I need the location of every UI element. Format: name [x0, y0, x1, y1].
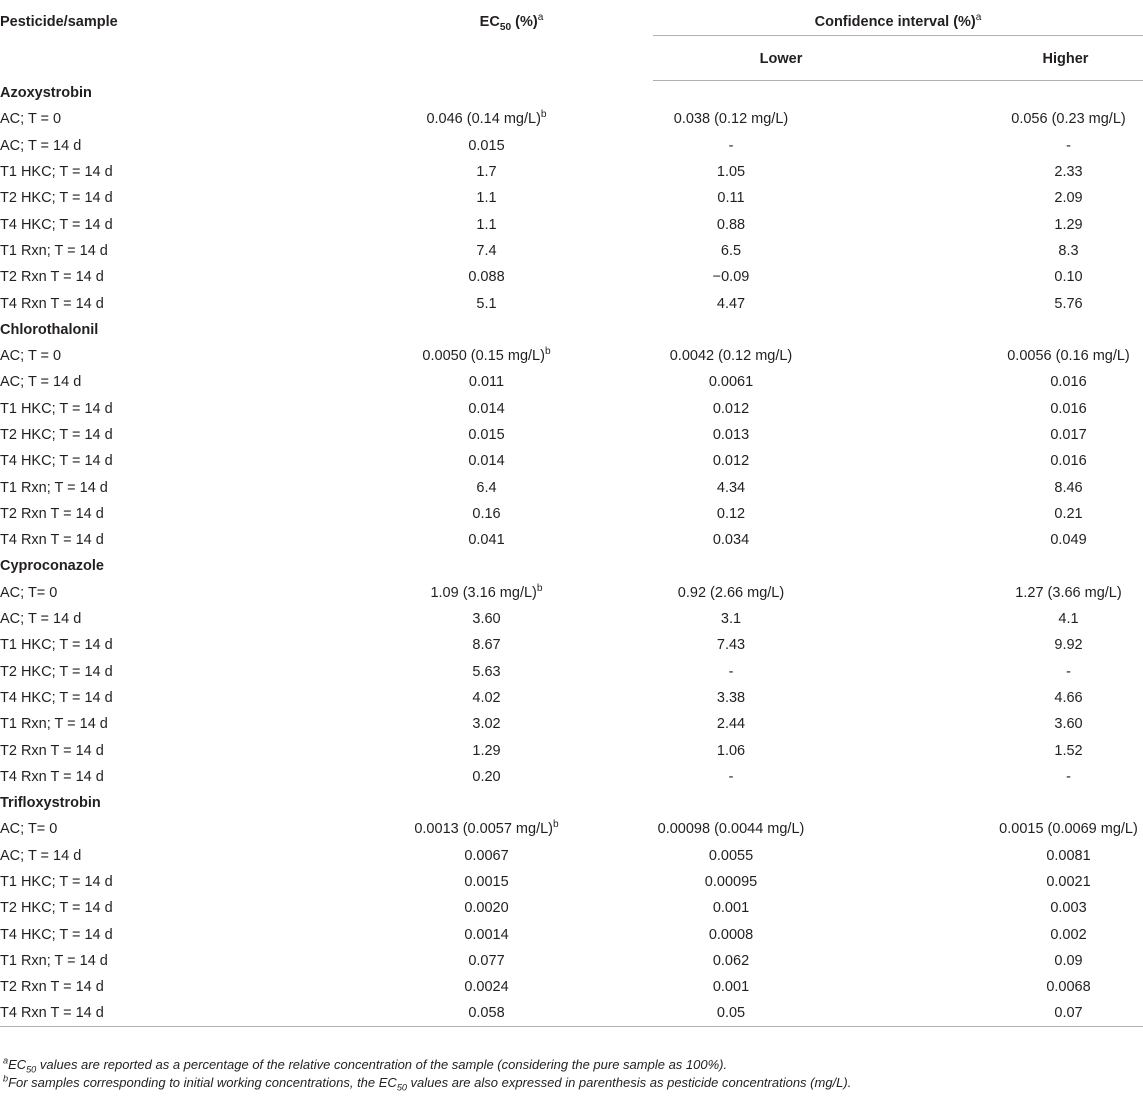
footnote-b: $^b$For samples corresponding to initial working concentrations, the $EC_{50}$ values are also expressed in parenthesis as pesticide concentrations (mg/L). — [3, 1073, 852, 1093]
ec50-cell — [320, 159, 653, 185]
ec50-cell — [320, 106, 653, 132]
lower-cell: 0.001 — [712, 979, 750, 996]
sample-cell: T4 Rxn T = 14 d — [0, 295, 104, 312]
higher-cell — [809, 369, 1143, 395]
sample-cell: T1 Rxn; T = 14 d — [0, 716, 108, 733]
section-row — [0, 790, 1143, 816]
table-row — [0, 895, 1143, 921]
higher-cell — [809, 343, 1143, 369]
sample-cell: AC; T = 0 — [0, 348, 62, 365]
ec50-value: 0.077 — [468, 952, 505, 969]
sample-cell: AC; T = 0 — [0, 111, 62, 128]
lower-cell: 0.88 — [716, 216, 746, 233]
higher-cell — [809, 685, 1143, 711]
higher-cell — [809, 185, 1143, 211]
lower-cell: 0.012 — [712, 453, 750, 470]
ec50-value: 1.1 — [476, 216, 497, 233]
table-body — [0, 80, 1143, 1027]
higher-value: 2.09 — [1054, 190, 1083, 207]
higher-value: 0.016 — [1050, 453, 1087, 470]
header-higher: Higher — [809, 36, 1143, 80]
lower-cell: 0.00095 — [704, 874, 758, 891]
section-title: Cyproconazole — [0, 558, 104, 575]
sample-cell: T1 Rxn; T = 14 d — [0, 242, 108, 259]
footnote-marker: b — [536, 582, 543, 594]
higher-value: 0.07 — [1054, 1005, 1083, 1022]
ec50-value: 5.1 — [476, 295, 497, 312]
lower-cell: 0.00098 (0.0044 mg/L) — [657, 821, 805, 838]
ec50-value: 0.16 — [472, 505, 501, 522]
ec50-cell — [320, 290, 653, 316]
ec50-cell — [320, 211, 653, 237]
ec50-cell — [320, 869, 653, 895]
footnote-marker: b — [540, 109, 547, 121]
table-row — [0, 606, 1143, 632]
ec50-value: 6.4 — [476, 479, 497, 496]
sample-cell: T4 HKC; T = 14 d — [0, 689, 113, 706]
ec50-value: 3.02 — [472, 716, 501, 733]
section-title: Azoxystrobin — [0, 85, 92, 102]
ec50-value: 0.0013 (0.0057 mg/L) — [414, 821, 553, 838]
ec50-cell — [320, 685, 653, 711]
header-ec50: $EC_{50}$ (%)$^a$ — [479, 12, 544, 33]
higher-cell — [809, 948, 1143, 974]
higher-cell — [809, 501, 1143, 527]
table-row — [0, 133, 1143, 159]
footnote-marker: b — [553, 819, 559, 831]
higher-value: 1.52 — [1054, 742, 1083, 759]
sample-cell: T4 HKC; T = 14 d — [0, 453, 113, 470]
ec50-value: 0.0015 — [464, 874, 509, 891]
lower-cell: 0.0008 — [708, 926, 754, 943]
higher-value: 0.09 — [1054, 952, 1083, 969]
sample-cell: AC; T= 0 — [0, 584, 58, 601]
table-row — [0, 290, 1143, 316]
ec50-cell — [320, 133, 653, 159]
ec50-cell — [320, 264, 653, 290]
higher-value: 5.76 — [1054, 295, 1083, 312]
table-row — [0, 580, 1143, 606]
sample-cell: T2 HKC; T = 14 d — [0, 190, 113, 207]
ec50-cell — [320, 895, 653, 921]
higher-cell — [809, 711, 1143, 737]
higher-value: 0.0021 — [1046, 874, 1091, 891]
ec50-cell — [320, 606, 653, 632]
ec50-value: 0.058 — [468, 1005, 505, 1022]
higher-value: 0.056 (0.23 mg/L) — [1011, 111, 1126, 128]
header-sample: Pesticide/sample — [0, 14, 118, 30]
table-row — [0, 422, 1143, 448]
higher-value: 0.0015 (0.0069 mg/L) — [999, 821, 1138, 838]
table-row — [0, 106, 1143, 132]
ec50-cell — [320, 711, 653, 737]
ec50-value: 0.0014 — [464, 926, 509, 943]
ec50-cell — [320, 501, 653, 527]
sample-cell: T1 Rxn; T = 14 d — [0, 952, 108, 969]
ec50-value: 0.088 — [468, 269, 505, 286]
section-row — [0, 317, 1143, 343]
ec50-cell — [320, 922, 653, 948]
sample-cell: T2 HKC; T = 14 d — [0, 900, 113, 917]
higher-value: 0.10 — [1054, 269, 1083, 286]
higher-cell — [809, 290, 1143, 316]
lower-cell: 0.0042 (0.12 mg/L) — [669, 348, 793, 365]
ec50-cell — [320, 474, 653, 500]
sample-cell: T2 HKC; T = 14 d — [0, 663, 113, 680]
ec50-value: 0.041 — [468, 532, 505, 549]
table-row — [0, 185, 1143, 211]
higher-value: - — [1066, 137, 1071, 154]
table-row — [0, 369, 1143, 395]
ec50-value: 1.7 — [476, 164, 497, 181]
table-row — [0, 343, 1143, 369]
higher-value: - — [1066, 663, 1071, 680]
higher-value: 8.46 — [1054, 479, 1083, 496]
higher-value: 0.016 — [1050, 400, 1087, 417]
ec50-cell — [320, 816, 653, 842]
higher-value: 1.27 (3.66 mg/L) — [1015, 584, 1122, 601]
sample-cell: T1 HKC; T = 14 d — [0, 164, 113, 181]
ec50-value: 0.015 — [468, 137, 505, 154]
ec50-value: 0.0024 — [464, 979, 509, 996]
higher-value: - — [1066, 768, 1071, 785]
higher-cell — [809, 396, 1143, 422]
ec50-value: 8.67 — [472, 637, 501, 654]
table-row — [0, 1000, 1143, 1026]
higher-cell — [809, 764, 1143, 790]
table-header — [0, 0, 1143, 80]
table-row — [0, 211, 1143, 237]
sample-cell: AC; T= 0 — [0, 821, 58, 838]
lower-cell: 4.47 — [716, 295, 746, 312]
table-row — [0, 238, 1143, 264]
higher-cell — [809, 816, 1143, 842]
ec50-cell — [320, 185, 653, 211]
table-row — [0, 816, 1143, 842]
lower-cell: 0.05 — [653, 1000, 809, 1026]
ec50-cell — [320, 448, 653, 474]
ec50-cell — [320, 396, 653, 422]
lower-cell: - — [728, 137, 734, 154]
ec50-value: 1.09 (3.16 mg/L) — [430, 584, 537, 601]
lower-cell: 2.44 — [716, 716, 746, 733]
lower-cell: 0.038 (0.12 mg/L) — [673, 111, 789, 128]
lower-cell: 0.0061 — [708, 374, 754, 391]
higher-value: 0.0081 — [1046, 847, 1091, 864]
higher-cell — [809, 448, 1143, 474]
ec50-value: 7.4 — [476, 242, 497, 259]
ci-divider — [653, 35, 1143, 36]
sample-cell: T4 Rxn T = 14 d — [0, 768, 104, 785]
lower-cell: 0.11 — [717, 190, 745, 207]
higher-value: 3.60 — [1054, 716, 1083, 733]
higher-cell — [809, 1000, 1143, 1026]
ec50-value: 0.046 (0.14 mg/L) — [426, 111, 541, 128]
ec50-cell — [320, 974, 653, 1000]
table-row — [0, 974, 1143, 1000]
higher-value: 0.0068 — [1046, 979, 1091, 996]
higher-cell — [809, 238, 1143, 264]
sample-cell: T1 Rxn; T = 14 d — [0, 479, 108, 496]
table-row — [0, 159, 1143, 185]
lower-cell: 0.012 — [712, 400, 750, 417]
ec50-value: 1.29 — [472, 742, 501, 759]
higher-value: 0.002 — [1050, 926, 1087, 943]
sample-cell: AC; T = 14 d — [0, 374, 82, 391]
ec50-value: 3.60 — [472, 611, 501, 628]
higher-cell — [809, 659, 1143, 685]
lower-cell: 3.38 — [716, 689, 746, 706]
table-row — [0, 685, 1143, 711]
lower-cell: 1.06 — [716, 742, 746, 759]
table-row — [0, 659, 1143, 685]
ec50-cell — [320, 343, 653, 369]
ec50-cell — [320, 527, 653, 553]
sample-cell: AC; T = 14 d — [0, 847, 82, 864]
ec50-value: 0.0020 — [464, 900, 509, 917]
lower-cell: 3.1 — [720, 611, 742, 628]
higher-value: 9.92 — [1054, 637, 1083, 654]
higher-cell — [809, 133, 1143, 159]
header-confidence-interval: Confidence interval (%)$^a$ — [653, 0, 1143, 36]
table-row — [0, 764, 1143, 790]
lower-cell: 7.43 — [716, 637, 746, 654]
ec50-cell — [320, 737, 653, 763]
ec50-value: 0.20 — [472, 768, 501, 785]
higher-cell — [809, 159, 1143, 185]
lower-cell: 0.001 — [712, 900, 750, 917]
table-row — [0, 527, 1143, 553]
sample-cell: T4 HKC; T = 14 d — [0, 926, 113, 943]
lower-cell: 6.5 — [720, 242, 742, 259]
lower-cell: 4.34 — [716, 479, 746, 496]
footnote-a: $^aEC_{50}$ values are reported as a percentage of the relative concentration of the sample (considering the pure sample as 100%). — [3, 1055, 728, 1075]
lower-cell: 0.013 — [712, 427, 750, 443]
higher-cell — [809, 527, 1143, 553]
lower-cell: 0.92 (2.66 mg/L) — [677, 584, 785, 601]
ec50-cell — [320, 659, 653, 685]
ec50-cell — [320, 238, 653, 264]
higher-cell — [809, 422, 1143, 448]
table-row — [0, 474, 1143, 500]
ec50-value: 5.63 — [472, 663, 501, 680]
higher-value: 8.3 — [1058, 242, 1079, 259]
ec50-value: 0.0050 (0.15 mg/L) — [422, 348, 545, 365]
section-row — [0, 553, 1143, 579]
table-row — [0, 922, 1143, 948]
higher-value: 0.017 — [1050, 427, 1087, 443]
sample-cell: T1 HKC; T = 14 d — [0, 637, 113, 654]
table-row — [0, 264, 1143, 290]
sample-cell: T2 HKC; T = 14 d — [0, 427, 113, 443]
table-row — [0, 448, 1143, 474]
higher-value: 0.0056 (0.16 mg/L) — [1007, 348, 1130, 365]
sample-cell: T2 Rxn T = 14 d — [0, 505, 104, 522]
ec50-value: 0.0067 — [464, 847, 509, 864]
higher-cell — [809, 895, 1143, 921]
higher-cell — [809, 737, 1143, 763]
table-row — [0, 869, 1143, 895]
higher-cell — [809, 106, 1143, 132]
section-title: Chlorothalonil — [0, 321, 99, 338]
footnote-marker: b — [544, 346, 551, 358]
higher-value: 2.33 — [1054, 164, 1083, 181]
higher-cell — [809, 474, 1143, 500]
ec50-value: 0.014 — [468, 453, 505, 470]
higher-value: 0.049 — [1050, 532, 1087, 549]
lower-cell: 0.034 — [712, 532, 750, 549]
higher-value: 4.66 — [1054, 689, 1083, 706]
table-row — [0, 711, 1143, 737]
sample-cell: AC; T = 14 d — [0, 611, 82, 628]
ec50-cell — [320, 422, 653, 448]
ec50-cell — [320, 632, 653, 658]
lower-cell: - — [728, 663, 734, 680]
higher-cell — [809, 843, 1143, 869]
sample-cell: T2 Rxn T = 14 d — [0, 979, 104, 996]
header-lower: Lower — [653, 36, 809, 80]
lower-cell: −0.09 — [712, 269, 750, 286]
ec50-cell — [320, 580, 653, 606]
ec50-value: 0.014 — [468, 400, 505, 417]
higher-value: 4.1 — [1058, 611, 1079, 628]
ec50-value: 0.011 — [468, 374, 505, 391]
lower-cell: 0.062 — [712, 952, 750, 969]
sample-cell: T1 HKC; T = 14 d — [0, 874, 113, 891]
sample-cell: T4 Rxn T = 14 d — [0, 532, 104, 549]
table-row — [0, 632, 1143, 658]
ec50-cell — [320, 948, 653, 974]
sample-cell: T4 Rxn T = 14 d — [0, 1000, 320, 1026]
higher-cell — [809, 869, 1143, 895]
sample-cell: T1 HKC; T = 14 d — [0, 400, 113, 417]
table-row — [0, 501, 1143, 527]
ec50-value: 4.02 — [472, 689, 501, 706]
table-row — [0, 737, 1143, 763]
higher-cell — [809, 606, 1143, 632]
ec50-value: 1.1 — [476, 190, 497, 207]
table-row — [0, 948, 1143, 974]
table-row — [0, 396, 1143, 422]
higher-value: 0.21 — [1054, 505, 1083, 522]
ec50-cell — [320, 1000, 653, 1026]
ec50-cell — [320, 843, 653, 869]
ec50-cell — [320, 764, 653, 790]
sample-cell: T2 Rxn T = 14 d — [0, 269, 104, 286]
lower-cell: 0.0055 — [708, 847, 754, 864]
sample-cell: AC; T = 14 d — [0, 137, 82, 154]
higher-cell — [809, 974, 1143, 1000]
footnotes — [3, 1056, 851, 1092]
higher-cell — [809, 580, 1143, 606]
section-title: Trifloxystrobin — [0, 795, 101, 812]
higher-cell — [809, 632, 1143, 658]
lower-cell: 1.05 — [716, 164, 746, 181]
sample-cell: T2 Rxn T = 14 d — [0, 742, 104, 759]
lower-cell: - — [728, 768, 734, 785]
table-row — [0, 843, 1143, 869]
lower-cell: 0.12 — [716, 505, 746, 522]
higher-cell — [809, 211, 1143, 237]
ec50-cell — [320, 369, 653, 395]
ec50-value: 0.015 — [468, 427, 505, 443]
higher-cell — [809, 264, 1143, 290]
higher-value: 0.016 — [1050, 374, 1087, 391]
higher-cell — [809, 922, 1143, 948]
section-row — [0, 80, 1143, 106]
higher-value: 1.29 — [1054, 216, 1083, 233]
higher-value: 0.003 — [1050, 900, 1087, 917]
sample-cell: T4 HKC; T = 14 d — [0, 216, 113, 233]
